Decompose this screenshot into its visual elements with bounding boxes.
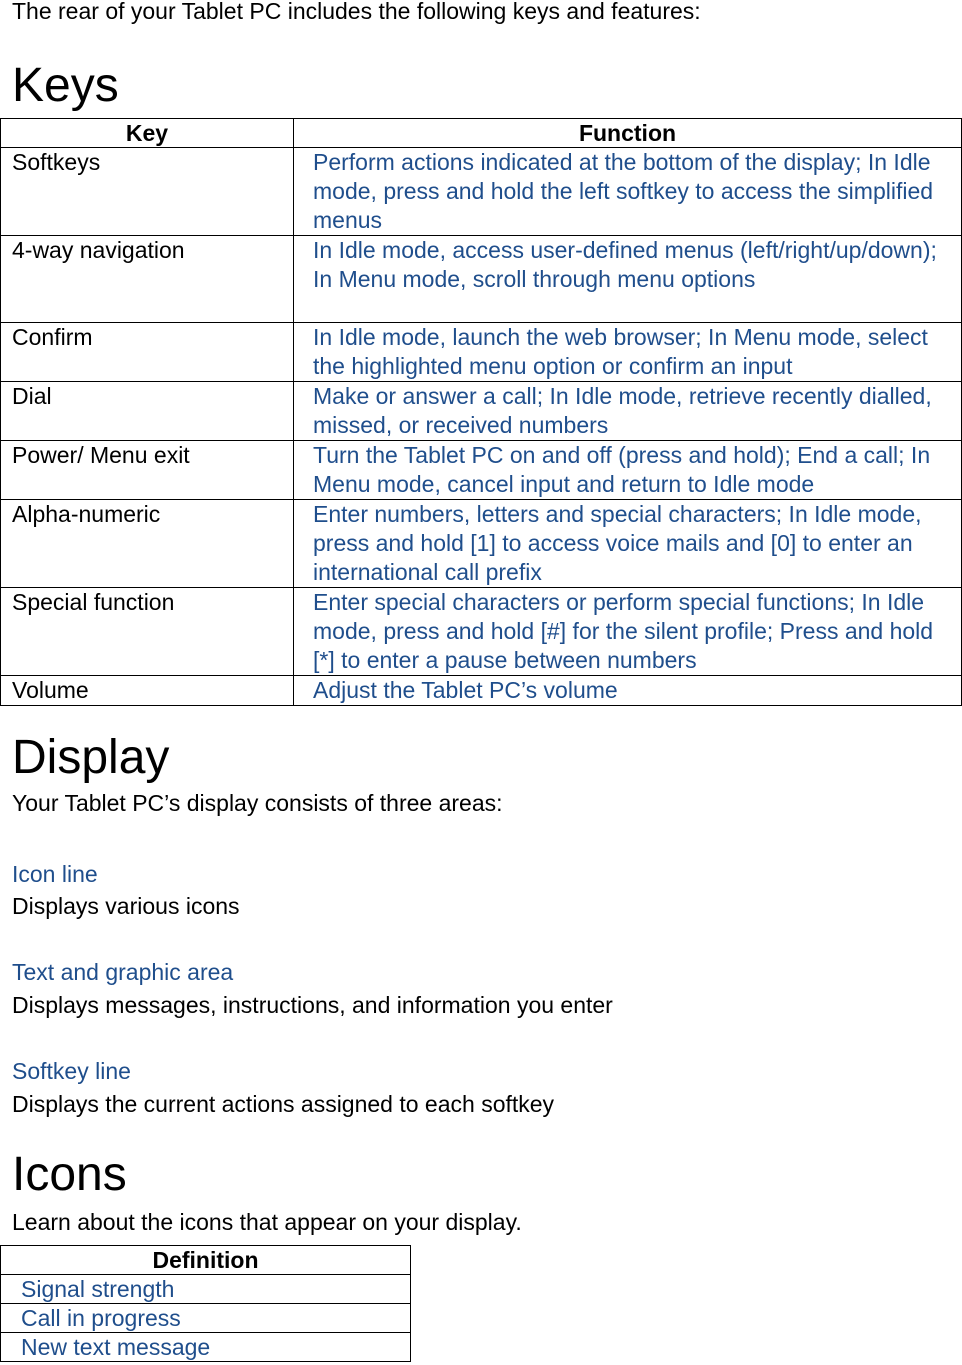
function-cell: Turn the Tablet PC on and off (press and hold); End a call; In Menu mode, cancel input and return to Idle mode xyxy=(294,441,962,500)
key-cell: 4-way navigation xyxy=(1,236,294,323)
key-cell: Softkeys xyxy=(1,148,294,236)
table-row xyxy=(1,441,962,500)
keys-table-header xyxy=(1,119,962,148)
key-cell: Confirm xyxy=(1,323,294,382)
function-cell: Make or answer a call; In Idle mode, retrieve recently dialled, missed, or received numbers xyxy=(294,382,962,441)
table-row xyxy=(1,1333,411,1362)
icons-table xyxy=(0,1245,411,1362)
icons-heading: Icons xyxy=(12,1148,127,1201)
function-cell: Enter numbers, letters and special characters; In Idle mode, press and hold [1] to access voice mails and [0] to enter an international call prefix xyxy=(294,500,962,588)
area-name-text-graphic: Text and graphic area xyxy=(12,959,234,985)
display-heading: Display xyxy=(12,731,170,784)
icons-table-header xyxy=(1,1246,411,1275)
table-row xyxy=(1,236,962,323)
definition-column-header: Definition xyxy=(1,1246,411,1275)
function-cell: In Idle mode, launch the web browser; In Menu mode, select the highlighted menu option or confirm an input xyxy=(294,323,962,382)
area-description-icon-line: Displays various icons xyxy=(12,893,240,919)
function-cell: Perform actions indicated at the bottom of the display; In Idle mode, press and hold the left softkey to access the simplified menus xyxy=(294,148,962,236)
table-row xyxy=(1,382,962,441)
function-cell: Adjust the Tablet PC’s volume xyxy=(294,676,962,706)
definition-cell: Call in progress xyxy=(1,1304,411,1333)
table-row xyxy=(1,500,962,588)
key-column-header: Key xyxy=(1,119,294,148)
area-description-softkey-line: Displays the current actions assigned to each softkey xyxy=(12,1091,555,1117)
table-row xyxy=(1,676,962,706)
key-cell: Power/ Menu exit xyxy=(1,441,294,500)
definition-cell: New text message xyxy=(1,1333,411,1362)
key-cell: Special function xyxy=(1,588,294,676)
function-cell: Enter special characters or perform special functions; In Idle mode, press and hold [#] for the silent profile; Press and hold [*] to enter a pause between numbers xyxy=(294,588,962,676)
area-name-softkey-line: Softkey line xyxy=(12,1058,131,1084)
function-column-header: Function xyxy=(294,119,962,148)
key-cell: Dial xyxy=(1,382,294,441)
table-row xyxy=(1,1275,411,1304)
keys-table xyxy=(0,118,962,706)
table-row xyxy=(1,1304,411,1333)
icons-intro: Learn about the icons that appear on your display. xyxy=(12,1209,522,1235)
key-cell: Alpha-numeric xyxy=(1,500,294,588)
table-row xyxy=(1,323,962,382)
table-row xyxy=(1,588,962,676)
table-row xyxy=(1,148,962,236)
intro-text: The rear of your Tablet PC includes the following keys and features: xyxy=(12,0,701,24)
definition-cell: Signal strength xyxy=(1,1275,411,1304)
area-name-icon-line: Icon line xyxy=(12,861,98,887)
display-intro: Your Tablet PC’s display consists of three areas: xyxy=(12,790,503,816)
keys-heading: Keys xyxy=(12,59,119,112)
key-cell: Volume xyxy=(1,676,294,706)
area-description-text-graphic: Displays messages, instructions, and information you enter xyxy=(12,992,613,1018)
function-cell: In Idle mode, access user-defined menus (left/right/up/down); In Menu mode, scroll through menu options xyxy=(294,236,962,323)
